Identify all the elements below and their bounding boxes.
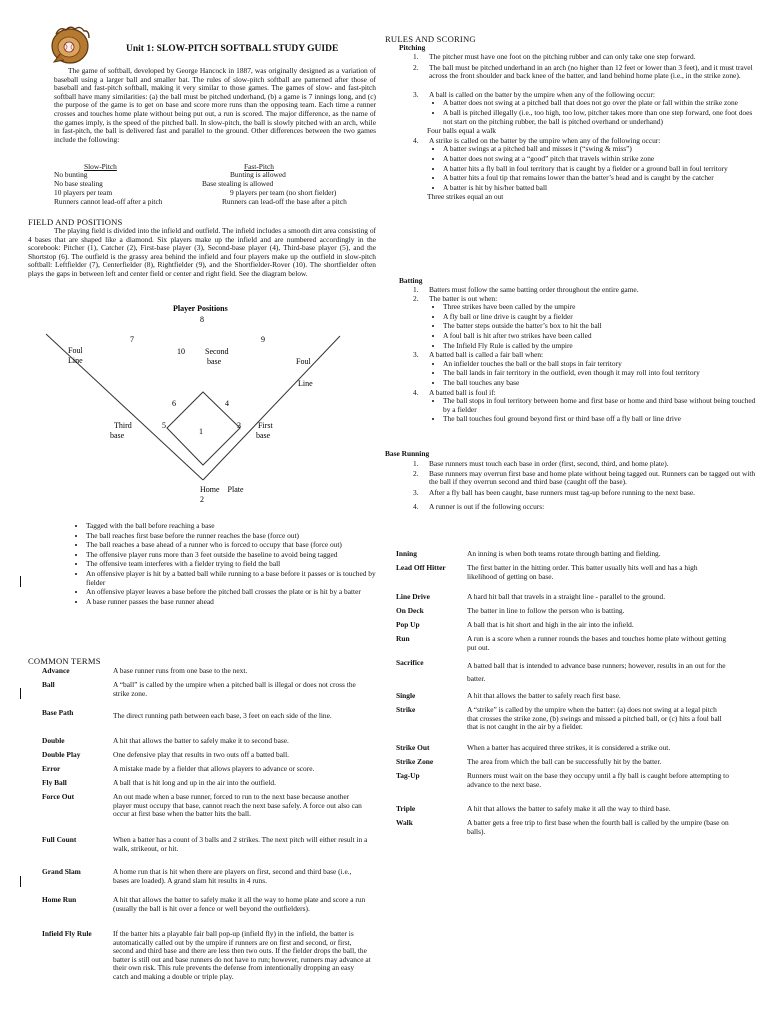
term-definition: When a batter has a count of 3 balls and 2 strikes. The next pitch will either result in a walk, strikeout, or hit. bbox=[113, 835, 368, 853]
list-item: • Tagged with the ball before reaching a base bbox=[86, 522, 386, 531]
term-name: Double bbox=[42, 736, 65, 745]
slow-item: 10 players per team bbox=[54, 188, 113, 197]
term-name: Lead Off Hitter bbox=[396, 563, 446, 572]
rule-text: A ball is called on the batter by the umpire when any of the following occur: bbox=[429, 89, 655, 99]
fast-item: Base stealing is allowed bbox=[202, 179, 274, 188]
term-name: Strike bbox=[396, 705, 416, 714]
list-item: • The ball reaches first base before the runner reaches the base (force out) bbox=[86, 532, 386, 541]
term-definition: A ball that is hit long and up in the air into the outfield. bbox=[113, 778, 276, 787]
term-name: Grand Slam bbox=[42, 867, 81, 876]
term-definition: A ball that is hit short and high in the air into the infield. bbox=[467, 620, 634, 629]
term-name: On Deck bbox=[396, 606, 424, 615]
pos-6: 6 bbox=[172, 399, 176, 408]
third-base-label-2: base bbox=[110, 431, 125, 440]
list-item: • A batter does not swing at a “good” pitch that travels within strike zone bbox=[443, 155, 763, 164]
pos-1: 1 bbox=[199, 427, 203, 436]
list-item: • The ball stops in foul territory between home and first base or home and third base without being touched by a fielder bbox=[443, 397, 763, 414]
term-definition: The direct running path between each base, 3 feet on each side of the line. bbox=[113, 711, 332, 720]
fast-pitch-header: Fast-Pitch bbox=[244, 162, 274, 171]
list-item: • The ball touches foul ground beyond first or third base off a fly ball or line drive bbox=[443, 415, 763, 424]
rule-text: Batters must follow the same batting order throughout the entire game. bbox=[429, 285, 639, 294]
rule-text: A batted ball is called a fair ball when: bbox=[429, 350, 544, 360]
rule-text: A runner is out if the following occurs: bbox=[429, 502, 545, 512]
term-name: Walk bbox=[396, 818, 413, 827]
term-definition: The area from which the ball can be successfully hit by the batter. bbox=[467, 757, 662, 766]
list-item: • A batter hits a foul tip that remains lower than the batter’s head and is caught by the catcher bbox=[443, 174, 763, 183]
list-item: • An offensive player leaves a base before the pitched ball crosses the plate or is hit by a batter bbox=[86, 588, 386, 597]
rule-text: The pitcher must have one foot on the pitching rubber and can only take one step forward. bbox=[429, 52, 696, 61]
term-definition: A “ball” is called by the umpire when a pitched ball is illegal or does not cross the strike zone. bbox=[113, 680, 356, 698]
term-definition: The first batter in the hitting order. This batter usually hits well and has a high likelihood of getting on base. bbox=[467, 563, 698, 581]
second-base-label-2: base bbox=[207, 357, 222, 366]
list-item: • The offensive player runs more than 3 feet outside the baseline to avoid being tagged bbox=[86, 551, 386, 560]
term-definition: A hit that allows the batter to safely make it all the way to home plate and score a run (usually the ball is hit over a fence or well beyond the outfielders). bbox=[113, 895, 366, 913]
term-definition: The batter in line to follow the person who is batting. bbox=[467, 606, 625, 615]
fast-item: Bunting is allowed bbox=[230, 170, 286, 179]
term-definition: When a batter has acquired three strikes, it is considered a strike out. bbox=[467, 743, 671, 752]
list-item: • The Infield Fly Rule is called by the umpire bbox=[443, 342, 763, 351]
rule-text: A strike is called on the batter by the umpire when any of the following occur: bbox=[429, 135, 661, 145]
list-item: • An infielder touches the ball or the ball stops in fair territory bbox=[443, 360, 763, 369]
term-name: Double Play bbox=[42, 750, 81, 759]
list-item: • An offensive player is hit by a batted ball while running to a base before it passes or is touched by fielder bbox=[86, 570, 386, 587]
term-definition: A base runner runs from one base to the next. bbox=[113, 666, 248, 675]
margin-mark bbox=[20, 876, 21, 887]
foul-line-right-2: Line bbox=[298, 379, 313, 388]
list-item: • A base runner passes the base runner ahead bbox=[86, 598, 386, 607]
term-name: Strike Out bbox=[396, 743, 430, 752]
glove-logo-icon bbox=[48, 24, 94, 66]
term-definition: A hit that allows the batter to safely reach first base. bbox=[467, 691, 621, 700]
pitching-rules: 1. The pitcher must have one foot on the pitching rubber and can only take one step forward. 2. The ball must be pitched underhand in an arch (no higher than 12 feet or lower than 3 feet), and it must travel across the front shoulder and back knee of the batter, and land behind home plate (i.e., in the strike zone). 3. A ball is called on the batter by the umpire when any of the following occur: • A batter does not swing at a pitched ball that does not go over the plate or fall within the strike zone • A ball is pitched illegally (i.e., too high, too low, pitcher takes more than one step forward, one foot does not start on the pitching rubber, the ball is pitched overhand or underhand) Four balls equal a walk 4. A strike is called on the batter by the umpire when any of the following occur: • A batter swings at a pitched ball and misses it (“swing & miss”) • A batter does not swing at a “good” pitch that travels within strike zone • A batter hits a fly ball in foul territory that is caught by a fielder or a ground ball in foul territory • A batter hits a foul tip that remains lower than the batter’s head and is caught by the catcher • A batter is hit by his/her batted ball Three strikes equal an out bbox=[413, 53, 763, 202]
pos-7: 7 bbox=[130, 335, 134, 344]
list-item: • A batter swings at a pitched ball and misses it (“swing & miss”) bbox=[443, 145, 763, 154]
pos-10: 10 bbox=[177, 347, 185, 356]
list-item: • A batter hits a fly ball in foul territory that is caught by a fielder or a ground ball in foul territory bbox=[443, 165, 763, 174]
list-item: • The ball lands in fair territory in the outfield, even though it may roll into foul territory bbox=[443, 369, 763, 378]
term-name: Home Run bbox=[42, 895, 77, 904]
pos-9: 9 bbox=[261, 335, 265, 344]
second-base-label-1: Second bbox=[205, 347, 229, 356]
list-item: • A ball is pitched illegally (i.e., too high, too low, pitcher takes more than one step forward, one foot does not start on the pitching rubber, the ball is pitched overhand or underhand) bbox=[443, 109, 763, 126]
pos-5: 5 bbox=[162, 421, 166, 430]
list-item: • A batter is hit by his/her batted ball bbox=[443, 184, 763, 193]
rules-heading: RULES AND SCORING bbox=[385, 34, 476, 44]
term-name: Force Out bbox=[42, 792, 75, 801]
term-name: Full Count bbox=[42, 835, 77, 844]
rule-text: The ball must be pitched underhand in an arch (no higher than 12 feet or lower than 3 feet), and it must travel across the front shoulder and back knee of the batter, and land behind home plate (i.e., in the strike zone). bbox=[429, 62, 753, 81]
term-name: Infield Fly Rule bbox=[42, 929, 92, 938]
term-definition: A hard hit ball that travels in a straight line - parallel to the ground. bbox=[467, 592, 666, 601]
rule-text: After a fly ball has been caught, base runners must tag-up before running to the next base. bbox=[429, 487, 695, 497]
pos-4: 4 bbox=[225, 399, 229, 408]
term-definition: A batter gets a free trip to first base when the fourth ball is called by the umpire (base on balls). bbox=[467, 818, 729, 836]
common-terms-heading: COMMON TERMS bbox=[28, 656, 101, 666]
term-name: Error bbox=[42, 764, 61, 773]
pos-2: 2 bbox=[200, 495, 204, 504]
list-item: • A foul ball is hit after two strikes have been called bbox=[443, 332, 763, 341]
list-item: • The ball reaches a base ahead of a runner who is forced to occupy that base (force out) bbox=[86, 541, 386, 550]
intro-paragraph: The game of softball, developed by George Hancock in 1887, was originally designed as a variation of baseball using a larger ball and smaller bat. The rules of slow-pitch softball are patterned after those of baseball and fast-pitch softball, making it very similar to those games. The games of slow- and fast-pitch softball have many similarities: (a) the ball must be pitched underhand, (b) a game is 7 innings long, and (c) the purpose of the game is to get on base and score more runs than the opposing team. Each time a runner crosses and touches home plate without being put out, a run is scored. The major difference, as the name of the games imply, is the speed of the pitched ball. In slow-pitch, the ball is slowly pitched with an arch, while in fast-pitch, the ball is delivered fast and parallel to the ground. Other differences between the two games include the following: bbox=[54, 66, 376, 144]
pos-3: 3 bbox=[237, 421, 241, 430]
rule-text: Base runners may overrun first base and home plate without being tagged out. Runners can be tagged out with the ball if they overrun second and third base (caught off the base). bbox=[429, 468, 756, 487]
home-plate-label: Home Plate bbox=[200, 485, 244, 494]
term-name: Ball bbox=[42, 680, 55, 689]
term-definition: If the batter hits a playable fair ball pop-up (infield fly) in the infield, the batter is automatically called out by the umpire if runners are on first and second, or first, second and third base and there are less then two outs. If the fielder drops the ball, the batter is still out and base runners do not have to run; however, runners may advance at their own risk. This rule prevents the defense from intentionally dropping an easy catch and making a double or triple play. bbox=[113, 929, 371, 981]
foul-line-left-2: Line bbox=[68, 356, 83, 365]
list-item: • The offensive team interferes with a fielder trying to field the ball bbox=[86, 560, 386, 569]
diagram-title: Player Positions bbox=[173, 304, 228, 313]
page-title: Unit 1: SLOW-PITCH SOFTBALL STUDY GUIDE bbox=[126, 44, 339, 54]
term-definition: One defensive play that results in two outs off a batted ball. bbox=[113, 750, 289, 759]
slow-item: No base stealing bbox=[54, 179, 103, 188]
batting-rules: 1. Batters must follow the same batting order throughout the entire game. 2. The batter is out when: • Three strikes have been called by the umpire • A fly ball or line drive is caught by a fielder • The batter steps outside the batter’s box to hit the ball • A foul ball is hit after two strikes have been called • The Infield Fly Rule is called by the umpire 3. A batted ball is called a fair ball when: • An infielder touches the ball or the ball stops in fair territory • The ball lands in fair territory in the outfield, even though it may roll into foul territory • The ball touches any base 4. A batted ball is foul if: • The ball stops in foul territory between home and first base or home and third base without being touched by a fielder • The ball touches foul ground beyond first or third base off a fly ball or line drive bbox=[413, 286, 763, 425]
term-name: Fly Ball bbox=[42, 778, 67, 787]
term-definition: Runners must wait on the base they occupy until a fly ball is caught before attempting to advance to the next base. bbox=[467, 771, 729, 789]
term-definition: A batted ball that is intended to advance base runners; however, results in an out for the batter. bbox=[467, 661, 726, 683]
rule-note: Three strikes equal an out bbox=[427, 192, 504, 202]
pitching-heading: Pitching bbox=[399, 43, 426, 52]
list-item: • The ball touches any base bbox=[443, 379, 763, 388]
margin-mark bbox=[20, 688, 21, 699]
list-item: • The batter steps outside the batter’s box to hit the ball bbox=[443, 322, 763, 331]
term-definition: A home run that is hit when there are players on first, second and third base (i.e., bases are loaded). A grand slam hit results in 4 runs. bbox=[113, 867, 352, 885]
pos-8: 8 bbox=[200, 315, 204, 324]
fast-item: 9 players per team (no short fielder) bbox=[230, 188, 337, 197]
foul-line-right-1: Foul bbox=[296, 357, 311, 366]
fast-item: Runners can lead-off the base after a pitch bbox=[222, 197, 347, 206]
base-running-heading: Base Running bbox=[385, 449, 430, 458]
first-base-label-1: First bbox=[258, 421, 273, 430]
rule-text: The batter is out when: bbox=[429, 293, 498, 303]
term-name: Inning bbox=[396, 549, 417, 558]
term-definition: A run is a score when a runner rounds the bases and touches home plate without getting put out. bbox=[467, 634, 727, 652]
margin-mark bbox=[20, 576, 21, 587]
list-item: • Three strikes have been called by the umpire bbox=[443, 303, 763, 312]
term-name: Tag-Up bbox=[396, 771, 420, 780]
term-definition: A hit that allows the batter to safely make it all the way to third base. bbox=[467, 804, 671, 813]
first-base-label-2: base bbox=[256, 431, 271, 440]
term-name: Pop Up bbox=[396, 620, 420, 629]
base-running-rules: 1. Base runners must touch each base in order (first, second, third, and home plate). 2. Base runners may overrun first base and home plate without being tagged out. Runners can be tagged out with the ball if they overrun second and third base (caught off the base). 3. After a fly ball has been caught, base runners must tag-up before running to the next base. 4. A runner is out if the following occurs: bbox=[413, 460, 763, 512]
term-definition: An out made when a base runner, forced to run to the next base because another player must occupy that base, cannot reach the next base safely. A force out also can occur at first base when the batter hits the ball. bbox=[113, 792, 362, 819]
third-base-label-1: Third bbox=[114, 421, 132, 430]
term-definition: A mistake made by a fielder that allows players to advance or score. bbox=[113, 764, 315, 773]
rule-text: A batted ball is foul if: bbox=[429, 387, 496, 397]
player-positions-diagram bbox=[40, 300, 360, 510]
field-paragraph: The playing field is divided into the infield and outfield. The infield includes a smooth dirt area consisting of 4 bases that are shaped like a diamond. Six players make up the infield and are numbered accordingly in the scorebook: Pitcher (1), Catcher (2), First-base player (3), Second-base player (4), Third-base player (5), and the Shortstop (6). The outfield is the grassy area behind the infield and four players make up the outfield in slow-pitch softball: Leftfielder (7), Centerfielder (8), Rightfielder (9), and the Shortfielder-Rover (10). The shortfielder often plays the gaps in between left and center field or center and right field. See the diagram below. bbox=[28, 226, 376, 278]
rule-note: Four balls equal a walk bbox=[427, 126, 496, 136]
runner-out-list bbox=[70, 522, 386, 607]
foul-line-left-1: Foul bbox=[68, 346, 83, 355]
term-name: Sacrifice bbox=[396, 658, 424, 667]
term-name: Run bbox=[396, 634, 410, 643]
batting-heading: Batting bbox=[399, 276, 423, 285]
slow-pitch-header: Slow-Pitch bbox=[84, 162, 117, 171]
term-name: Advance bbox=[42, 666, 70, 675]
term-definition: A hit that allows the batter to safely make it to second base. bbox=[113, 736, 289, 745]
list-item: • A fly ball or line drive is caught by a fielder bbox=[443, 313, 763, 322]
list-item: • A batter does not swing at a pitched ball that does not go over the plate or fall within the strike zone bbox=[443, 99, 763, 108]
term-name: Line Drive bbox=[396, 592, 430, 601]
term-name: Single bbox=[396, 691, 416, 700]
slow-item: No bunting bbox=[54, 170, 88, 179]
term-definition: An inning is when both teams rotate through batting and fielding. bbox=[467, 549, 661, 558]
rule-text: Base runners must touch each base in order (first, second, third, and home plate). bbox=[429, 459, 669, 468]
term-definition: A “strike” is called by the umpire when the batter: (a) does not swing at a legal pitch that crosses the strike zone, (b) swings and missed a pitched ball, or (c) hits a foul ball that is not caught in the air by a fielder. bbox=[467, 705, 722, 732]
term-name: Strike Zone bbox=[396, 757, 434, 766]
term-name: Base Path bbox=[42, 708, 74, 717]
field-heading: FIELD AND POSITIONS bbox=[28, 217, 123, 227]
slow-item: Runners cannot lead-off after a pitch bbox=[54, 197, 163, 206]
term-name: Triple bbox=[396, 804, 416, 813]
